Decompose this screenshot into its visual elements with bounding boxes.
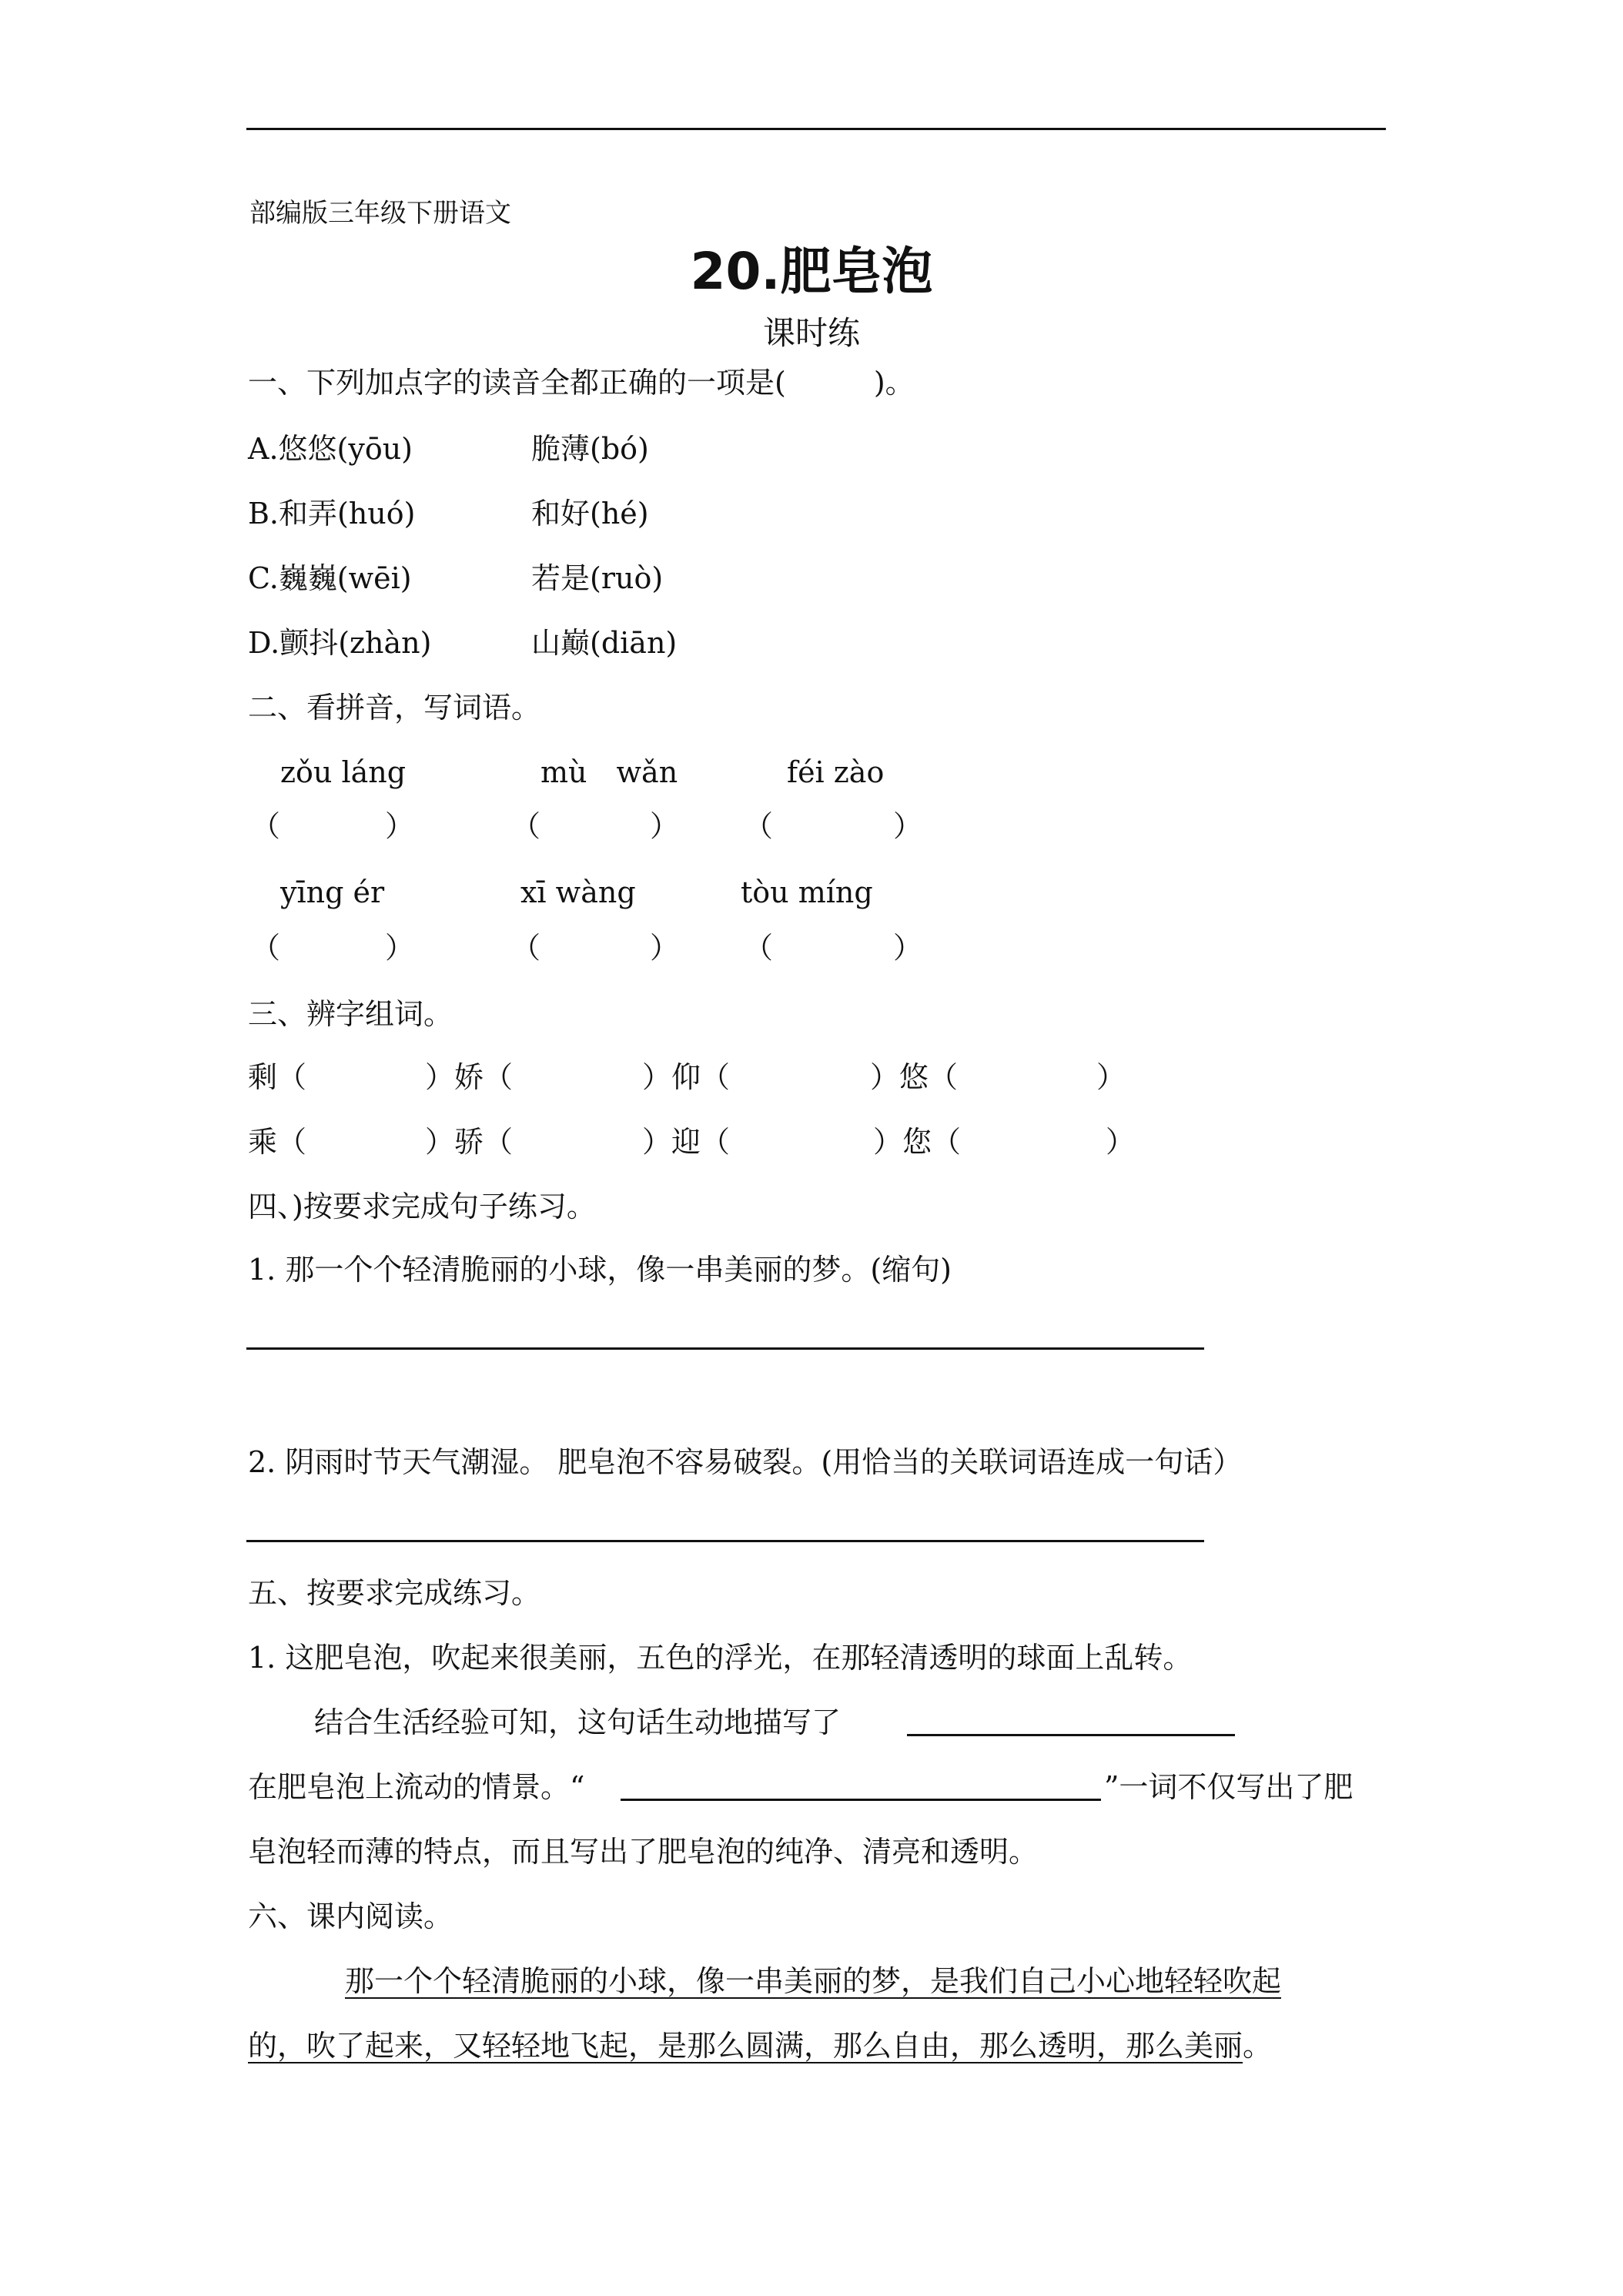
q4-heading: 四、)按要求完成句子练习。 <box>248 1190 596 1223</box>
q5-item-1: 1. 这肥皂泡，吹起来很美丽，五色的浮光，在那轻清透明的球面上乱转。 <box>248 1641 1193 1675</box>
q5-heading: 五、按要求完成练习。 <box>248 1576 541 1610</box>
q1-option-b-2: 和好(hé) <box>531 497 649 530</box>
answer-paren-open: （ <box>511 809 541 843</box>
q5-line-2: 结合生活经验可知，这句话生动地描写了 <box>314 1705 842 1739</box>
q1-option-c-2: 若是(ruò) <box>531 561 664 595</box>
reading-passage-text: 的，吹了起来，又轻轻地飞起，是那么圆满，那么自由，那么透明，那么美丽 <box>248 2029 1243 2063</box>
answer-line[interactable] <box>246 1347 1204 1350</box>
series-label: 部编版三年级下册语文 <box>249 198 511 229</box>
answer-paren-open: （ <box>251 809 281 843</box>
q3-cell: ） <box>1096 1060 1126 1094</box>
q5-line-3b: ”一词不仅写出了肥 <box>1104 1770 1354 1804</box>
q6-heading: 六、课内阅读。 <box>248 1899 453 1933</box>
q3-cell: ）迎（ <box>642 1125 731 1159</box>
q1-option-d-2: 山巅(diān) <box>531 626 678 660</box>
q1-option-a-2: 脆薄(bó) <box>531 432 649 466</box>
q4-item-2: 2. 阴雨时节天气潮湿。 肥皂泡不容易破裂。(用恰当的关联词语连成一句话） <box>248 1445 1243 1479</box>
q3-cell: ） <box>1106 1125 1136 1159</box>
pinyin-4: yīng ér <box>280 875 385 909</box>
q3-cell: ）仰（ <box>642 1060 731 1094</box>
answer-paren-close: ） <box>893 931 923 965</box>
answer-paren-close: ） <box>893 809 923 843</box>
q3-heading: 三、辨字组词。 <box>248 997 453 1031</box>
q1-option-c: C.巍巍(wēi) <box>248 561 412 595</box>
answer-line[interactable] <box>246 1540 1204 1542</box>
reading-passage-period: 。 <box>1243 2029 1273 2063</box>
answer-paren-close: ） <box>650 809 680 843</box>
answer-paren-close: ） <box>385 931 415 965</box>
q1-heading: 一、下列加点字的读音全都正确的一项是( )。 <box>248 366 915 400</box>
q3-cell: 乘（ <box>248 1125 307 1159</box>
q4-item-1: 1. 那一个个轻清脆丽的小球，像一串美丽的梦。(缩句) <box>248 1253 952 1287</box>
pinyin-2: mù wǎn <box>540 755 678 789</box>
q5-line-4: 皂泡轻而薄的特点，而且写出了肥皂泡的纯净、清亮和透明。 <box>248 1835 1039 1869</box>
pinyin-3: féi zào <box>787 755 885 789</box>
q3-cell: 剩（ <box>248 1060 307 1094</box>
answer-paren-open: （ <box>744 809 774 843</box>
q3-cell: ）骄（ <box>425 1125 514 1159</box>
q1-option-a: A.悠悠(yōu) <box>248 432 413 466</box>
answer-line[interactable] <box>621 1799 1101 1801</box>
q3-cell: ）悠（ <box>870 1060 959 1094</box>
q1-option-b: B.和弄(huó) <box>248 497 416 530</box>
q3-cell: ）您（ <box>873 1125 962 1159</box>
answer-paren-open: （ <box>511 931 541 965</box>
page-subtitle: 课时练 <box>762 314 860 352</box>
reading-passage-line-2 <box>248 2029 1273 2063</box>
pinyin-5: xī wàng <box>520 875 636 909</box>
answer-paren-close: ） <box>385 809 415 843</box>
answer-paren-open: （ <box>251 931 281 965</box>
reading-passage-line-1: 那一个个轻清脆丽的小球，像一串美丽的梦，是我们自己小心地轻轻吹起 <box>345 1964 1282 1998</box>
q2-heading: 二、看拼音，写词语。 <box>248 691 541 725</box>
pinyin-6: tòu míng <box>741 875 873 909</box>
header-rule <box>246 128 1386 130</box>
q1-option-d: D.颤抖(zhàn) <box>248 626 432 660</box>
answer-paren-open: （ <box>744 931 774 965</box>
answer-line[interactable] <box>907 1734 1235 1736</box>
q3-cell: ）娇（ <box>425 1060 514 1094</box>
q5-line-3a: 在肥皂泡上流动的情景。“ <box>248 1770 585 1804</box>
pinyin-1: zǒu láng <box>280 755 407 789</box>
page-title: 20.肥皂泡 <box>690 242 933 301</box>
answer-paren-close: ） <box>650 931 680 965</box>
